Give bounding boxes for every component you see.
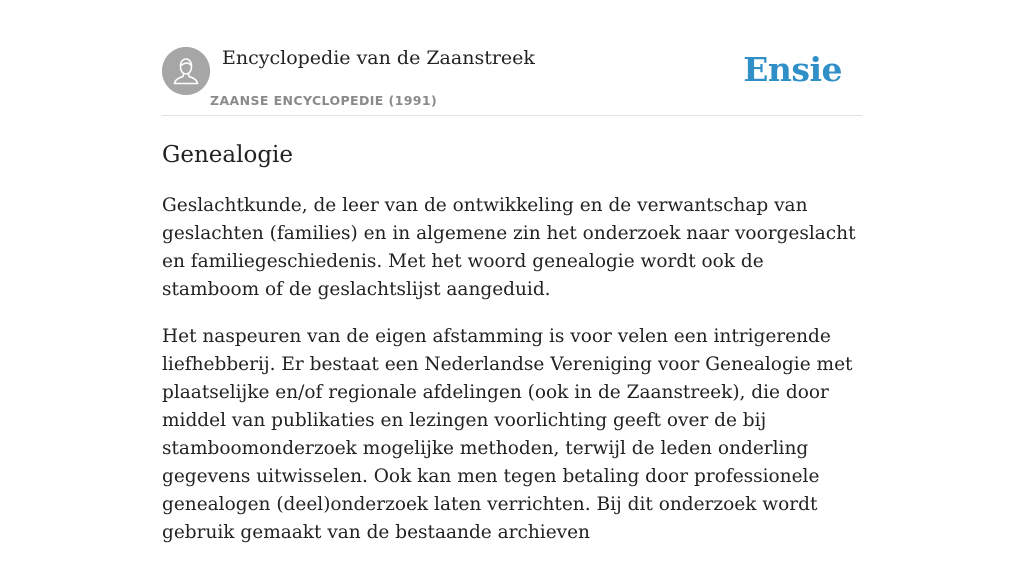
article-paragraph: Het naspeuren van de eigen afstamming is voor velen een intrigerende liefhebberij. Er bestaat een Nederlandse Vereniging voor Genealogie met plaatselijke en/of regionale afdelingen (ook in de Zaanstreek), die door middel van publikaties en lezingen voorlichting geeft over de bij stamboomonderzoek mogelijke methoden, terwijl de leden onderling gegevens uitwisselen. Ook kan men tegen betaling door professionele genealogen (deel)onderzoek laten verrichten. Bij dit onderzoek wordt gebruik gemaakt van de bestaande archieven	[162, 326, 853, 543]
source-header	[162, 0, 862, 116]
content-container	[162, 0, 862, 543]
source-subtitle: ZAANSE ENCYCLOPEDIE (1991)	[210, 93, 438, 108]
ensie-logo[interactable]: Ensie	[743, 50, 842, 89]
article-paragraph: Geslachtkunde, de leer van de ontwikkeling en de verwantschap van geslachten (families) en in algemene zin het onderzoek naar voorgeslacht en familiegeschiedenis. Met het woord genealogie wordt ook de stamboom of de geslachtslijst aangeduid.	[162, 195, 856, 300]
user-placeholder-icon	[162, 47, 210, 95]
article-body	[162, 192, 862, 566]
source-title[interactable]: Encyclopedie van de Zaanstreek	[222, 47, 535, 69]
source-avatar[interactable]	[162, 47, 210, 95]
article-title: Genealogie	[162, 142, 294, 168]
